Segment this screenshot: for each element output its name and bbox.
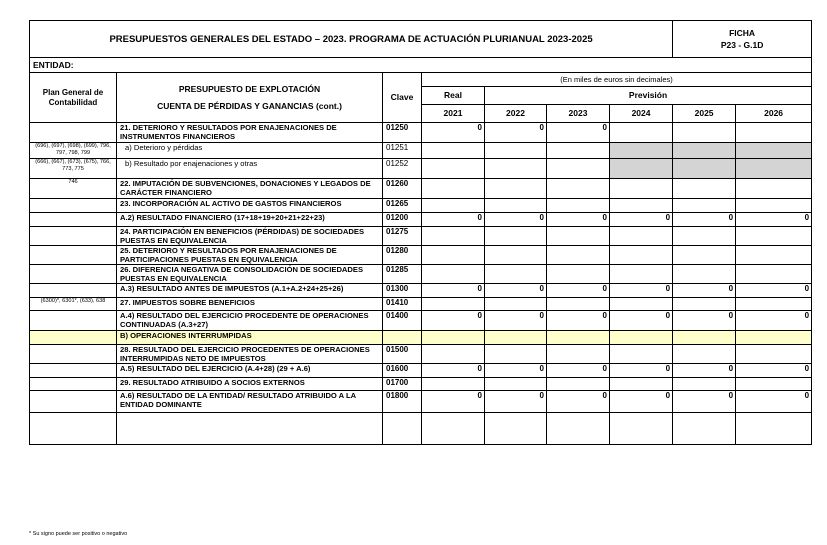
year-header: 2025 [673,105,736,123]
value-cell[interactable]: 0 [673,284,736,298]
row-description: 29. RESULTADO ATRIBUIDO A SOCIOS EXTERNOS [117,378,383,391]
table-row [30,246,812,265]
value-cell[interactable] [610,143,673,159]
value-cell[interactable] [736,159,812,179]
row-description: B) OPERACIONES INTERRUMPIDAS [117,331,383,345]
value-cell[interactable] [422,159,485,179]
value-cell[interactable] [422,265,485,284]
table-row [30,311,812,331]
value-cell[interactable] [610,179,673,199]
blank-cell [117,413,383,445]
value-cell[interactable]: 0 [422,123,485,143]
row-description: 28. RESULTADO DEL EJERCICIO PROCEDENTES DE OPERACIONES INTERRUMPIDAS NETO DE IMPUESTOS [117,345,383,364]
pgc-accounts [30,227,117,246]
presupuesto-header [117,73,383,123]
value-cell[interactable] [485,159,547,179]
value-cell[interactable]: 0 [610,311,673,331]
value-cell[interactable] [547,265,610,284]
value-cell[interactable]: 0 [422,284,485,298]
row-description: 23. INCORPORACIÓN AL ACTIVO DE GASTOS FINANCIEROS [117,199,383,213]
pgc-accounts: (666), (667), (673), (675), 766, 773, 775 [30,159,117,179]
value-cell[interactable]: 0 [547,123,610,143]
value-cell[interactable]: 0 [610,364,673,378]
value-cell[interactable] [673,378,736,391]
blank-cell [30,413,117,445]
blank-cell [383,413,422,445]
value-cell[interactable]: 0 [673,311,736,331]
row-clave: 01300 [383,284,422,298]
value-cell[interactable]: 0 [736,364,812,378]
row-description: A.5) RESULTADO DEL EJERCICIO (A.4+28) (29 + A.6) [117,364,383,378]
value-cell[interactable] [422,227,485,246]
value-cell[interactable] [610,265,673,284]
row-clave: 01252 [383,159,422,179]
value-cell[interactable] [547,199,610,213]
value-cell[interactable] [422,143,485,159]
row-clave: 01500 [383,345,422,364]
value-cell[interactable] [485,298,547,311]
value-cell[interactable] [547,345,610,364]
value-cell[interactable]: 0 [610,213,673,227]
value-cell[interactable] [547,227,610,246]
ficha-code: P23 - G.1D [720,40,764,50]
value-cell[interactable]: 0 [422,364,485,378]
pgc-accounts [30,213,117,227]
value-cell[interactable] [673,298,736,311]
value-cell[interactable] [422,199,485,213]
value-cell[interactable] [485,143,547,159]
row-description: 26. DIFERENCIA NEGATIVA DE CONSOLIDACIÓN DE SOCIEDADES PUESTAS EN EQUIVALENCIA [117,265,383,284]
row-description: A.2) RESULTADO FINANCIERO (17+18+19+20+21+22+23) [117,213,383,227]
pgc-accounts [30,345,117,364]
table-row [30,391,812,413]
value-cell[interactable] [485,265,547,284]
row-description: 25. DETERIORO Y RESULTADOS POR ENAJENACIONES DE PARTICIPACIONES PUESTAS EN EQUIVALENCIA [117,246,383,265]
value-cell[interactable] [547,159,610,179]
value-cell[interactable] [673,179,736,199]
ficha-box [673,21,812,58]
row-description: b) Resultado por enajenaciones y otras [117,159,383,179]
value-cell[interactable]: 0 [422,311,485,331]
value-cell[interactable]: 0 [485,123,547,143]
value-cell[interactable] [610,246,673,265]
value-cell[interactable] [610,227,673,246]
row-clave: 01700 [383,378,422,391]
value-cell[interactable] [547,378,610,391]
pgc-accounts [30,199,117,213]
table-row [30,284,812,298]
pgc-accounts [30,391,117,413]
value-cell[interactable]: 0 [422,213,485,227]
value-cell[interactable]: 0 [485,364,547,378]
real-header: Real [422,87,485,105]
value-cell[interactable]: 0 [485,311,547,331]
value-cell[interactable]: 0 [547,213,610,227]
cuenta-title: CUENTA DE PÉRDIDAS Y GANANCIAS (cont.) [157,100,342,111]
pgc-accounts: (6300)*, 6301*, (633), 638 [30,298,117,311]
value-cell[interactable] [610,199,673,213]
blank-cell[interactable] [485,413,547,445]
value-cell[interactable] [610,345,673,364]
table-row [30,227,812,246]
blank-cell[interactable] [422,413,485,445]
year-header: 2026 [736,105,812,123]
value-cell[interactable] [736,345,812,364]
table-row [30,364,812,378]
year-header: 2023 [547,105,610,123]
value-cell[interactable] [485,227,547,246]
row-description: 21. DETERIORO Y RESULTADOS POR ENAJENACIONES DE INSTRUMENTOS FINANCIEROS [117,123,383,143]
table-row [30,179,812,199]
value-cell[interactable] [673,227,736,246]
value-cell[interactable] [485,345,547,364]
entidad-label: ENTIDAD: [30,58,812,73]
value-cell[interactable] [673,199,736,213]
value-cell[interactable] [547,179,610,199]
row-clave: 01250 [383,123,422,143]
budget-sheet [29,20,812,445]
row-clave: 01400 [383,311,422,331]
table-row [30,123,812,143]
value-cell[interactable]: 0 [673,391,736,413]
value-cell[interactable] [736,227,812,246]
value-cell[interactable]: 0 [673,364,736,378]
row-clave: 01251 [383,143,422,159]
value-cell[interactable] [610,298,673,311]
blank-cell[interactable] [673,413,736,445]
value-cell[interactable] [485,246,547,265]
row-clave: 01800 [383,391,422,413]
row-description: A.4) RESULTADO DEL EJERCICIO PROCEDENTE DE OPERACIONES CONTINUADAS (A.3+27) [117,311,383,331]
value-cell[interactable] [736,331,812,345]
value-cell[interactable] [485,378,547,391]
presupuesto-title: PRESUPUESTO DE EXPLOTACIÓN [178,83,321,94]
value-cell[interactable] [485,331,547,345]
ficha-label: FICHA [729,28,756,38]
row-description: 24. PARTICIPACIÓN EN BENEFICIOS (PÉRDIDAS) DE SOCIEDADES PUESTAS EN EQUIVALENCIA [117,227,383,246]
value-cell[interactable]: 0 [547,311,610,331]
row-clave: 01275 [383,227,422,246]
value-cell[interactable] [610,159,673,179]
value-cell[interactable] [610,123,673,143]
value-cell[interactable]: 0 [610,284,673,298]
pgc-accounts [30,246,117,265]
value-cell[interactable] [673,345,736,364]
table-row [30,265,812,284]
value-cell[interactable] [736,179,812,199]
year-header: 2024 [610,105,673,123]
value-cell[interactable] [673,143,736,159]
table-row [30,345,812,364]
table-row [30,298,812,311]
row-clave: 01200 [383,213,422,227]
pgc-accounts [30,311,117,331]
budget-table [29,20,812,445]
value-cell[interactable]: 0 [422,391,485,413]
row-clave: 01410 [383,298,422,311]
value-cell[interactable] [610,378,673,391]
pgc-header: Plan General de Contabilidad [30,73,117,123]
row-clave: 01260 [383,179,422,199]
pgc-accounts [30,364,117,378]
value-cell[interactable] [422,345,485,364]
value-cell[interactable] [547,298,610,311]
footnote: * Su signo puede ser positivo o negativo [29,531,128,537]
pgc-accounts: 746 [30,179,117,199]
value-cell[interactable] [422,246,485,265]
table-row [30,378,812,391]
value-cell[interactable]: 0 [485,213,547,227]
pgc-accounts [30,265,117,284]
value-cell[interactable]: 0 [736,213,812,227]
pgc-accounts [30,284,117,298]
value-cell[interactable]: 0 [736,311,812,331]
value-cell[interactable]: 0 [736,284,812,298]
value-cell[interactable] [485,179,547,199]
table-row [30,199,812,213]
row-clave: 01285 [383,265,422,284]
row-clave: 01600 [383,364,422,378]
value-cell[interactable] [547,143,610,159]
document-title: PRESUPUESTOS GENERALES DEL ESTADO – 2023. PROGRAMA DE ACTUACIÓN PLURIANUAL 2023-2025 [30,21,673,58]
row-description: a) Deterioro y pérdidas [117,143,383,159]
value-cell[interactable] [736,378,812,391]
row-description: 22. IMPUTACIÓN DE SUBVENCIONES, DONACIONES Y LEGADOS DE CARÁCTER FINANCIERO [117,179,383,199]
table-row [30,331,812,345]
year-header: 2022 [485,105,547,123]
year-header: 2021 [422,105,485,123]
value-cell[interactable] [673,246,736,265]
units-note: (En miles de euros sin decimales) [422,73,812,87]
value-cell[interactable] [422,298,485,311]
row-clave [383,331,422,345]
value-cell[interactable] [673,123,736,143]
value-cell[interactable] [736,298,812,311]
value-cell[interactable] [736,123,812,143]
blank-row [30,413,812,445]
value-cell[interactable] [485,199,547,213]
table-row [30,213,812,227]
value-cell[interactable] [673,159,736,179]
pgc-accounts [30,331,117,345]
value-cell[interactable] [673,331,736,345]
value-cell[interactable]: 0 [736,391,812,413]
row-clave: 01265 [383,199,422,213]
value-cell[interactable] [422,378,485,391]
value-cell[interactable] [547,246,610,265]
clave-header: Clave [383,73,422,123]
blank-cell[interactable] [610,413,673,445]
value-cell[interactable]: 0 [485,284,547,298]
value-cell[interactable]: 0 [547,284,610,298]
value-cell[interactable] [736,199,812,213]
prevision-header: Previsión [485,87,812,105]
value-cell[interactable] [422,331,485,345]
value-cell[interactable] [736,143,812,159]
value-cell[interactable] [610,331,673,345]
row-clave: 01280 [383,246,422,265]
pgc-accounts [30,123,117,143]
value-cell[interactable] [422,179,485,199]
value-cell[interactable]: 0 [673,213,736,227]
value-cell[interactable]: 0 [547,391,610,413]
value-cell[interactable]: 0 [485,391,547,413]
value-cell[interactable] [547,331,610,345]
value-cell[interactable]: 0 [547,364,610,378]
value-cell[interactable] [736,265,812,284]
blank-cell[interactable] [547,413,610,445]
value-cell[interactable] [673,265,736,284]
value-cell[interactable] [736,246,812,265]
row-description: 27. IMPUESTOS SOBRE BENEFICIOS [117,298,383,311]
row-description: A.6) RESULTADO DE LA ENTIDAD/ RESULTADO ATRIBUIDO A LA ENTIDAD DOMINANTE [117,391,383,413]
blank-cell[interactable] [736,413,812,445]
value-cell[interactable]: 0 [610,391,673,413]
table-row [30,143,812,159]
table-row [30,159,812,179]
pgc-accounts [30,378,117,391]
row-description: A.3) RESULTADO ANTES DE IMPUESTOS (A.1+A.2+24+25+26) [117,284,383,298]
pgc-accounts: (696), (697), (698), (699), 796, 797, 798, 799 [30,143,117,159]
